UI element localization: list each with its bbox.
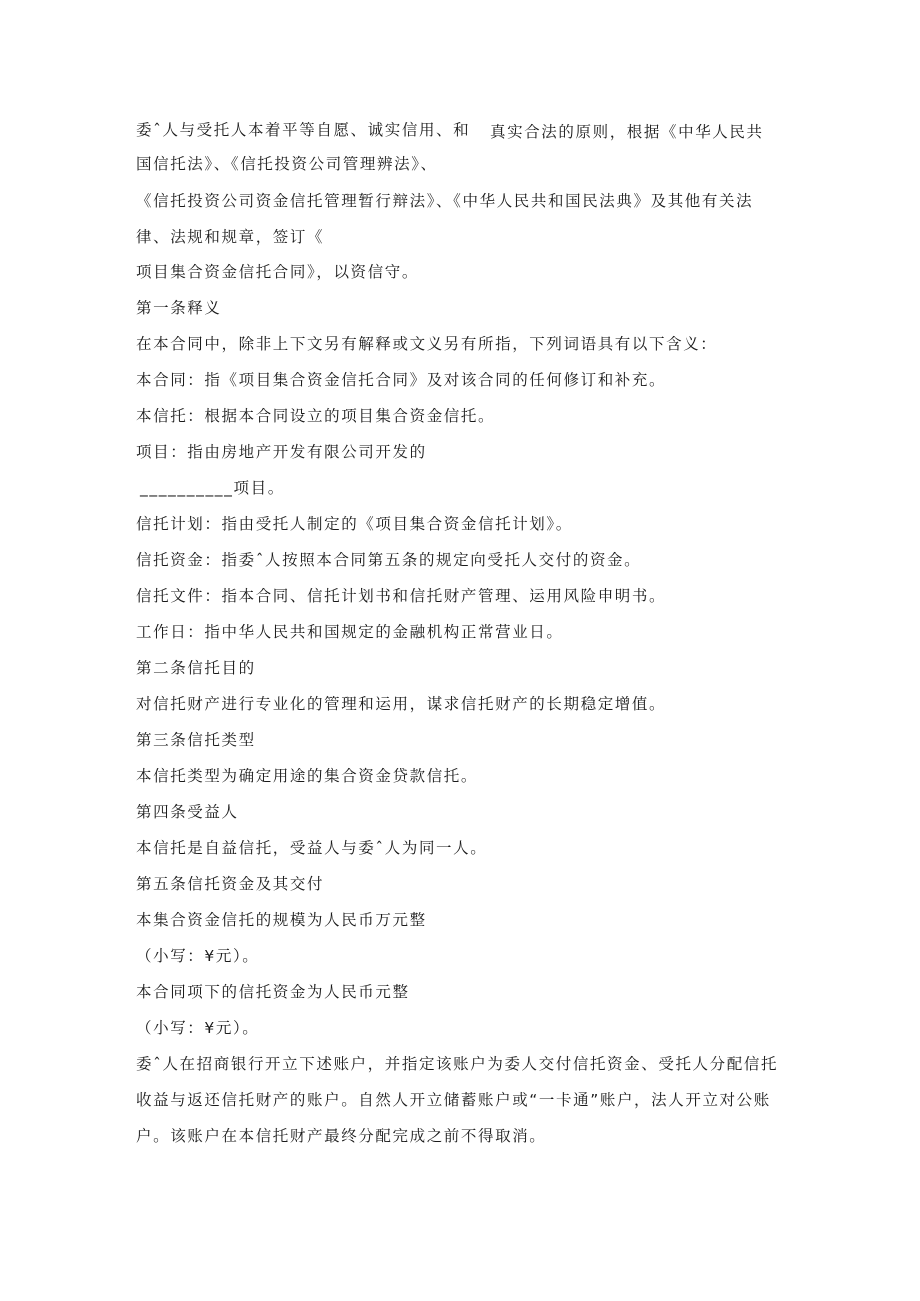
article-5-account-line-1: 委ˆ人在招商银行开立下述账户，并指定该账户为委人交付信托资金、受托人分配信托 (136, 1055, 779, 1073)
article-5-heading: 第五条信托资金及其交付 (136, 875, 325, 893)
article-5-account-line-2: 收益与返还信托财产的账户。自然人开立储蓄账户或“一卡通”账户，法人开立对公账 (136, 1091, 771, 1109)
intro-line-2: 国信托法》、《信托投资公司管理辨法》、 (136, 155, 438, 173)
article-3-heading: 第三条信托类型 (136, 731, 256, 749)
intro-line-1-right: 真实合法的原则，根据《中华人民共 (490, 123, 764, 141)
definition-documents: 信托文件：指本合同、信托计划书和信托财产管理、运用风险申明书。 (136, 587, 667, 605)
definition-workday: 工作日：指中华人民共和国规定的金融机构正常营业日。 (136, 623, 564, 641)
article-5-account-line-3: 户。该账户在本信托财产最终分配完成之前不得取消。 (136, 1127, 547, 1145)
definition-plan: 信托计划：指由受托人制定的《项目集合资金信托计划》。 (136, 515, 573, 533)
article-3-body: 本信托类型为确定用途的集合资金贷款信托。 (136, 767, 479, 785)
definition-contract: 本合同：指《项目集合资金信托合同》及对该合同的任何修订和补充。 (136, 371, 667, 389)
definition-funds: 信托资金：指委ˆ人按照本合同第五条的规定向受托人交付的资金。 (136, 551, 642, 569)
article-4-heading: 第四条受益人 (136, 803, 239, 821)
article-5-scale-small: （小写：¥元）。 (136, 947, 260, 965)
article-5-scale: 本集合资金信托的规模为人民币万元整 (136, 911, 427, 929)
intro-line-5: 项目集合资金信托合同》，以资信守。 (136, 263, 419, 281)
article-1-intro: 在本合同中，除非上下文另有解释或文义另有所指，下列词语具有以下含义： (136, 335, 718, 353)
article-2-heading: 第二条信托目的 (136, 659, 256, 677)
intro-line-3: 《信托投资公司资金信托管理暂行辩法》、《中华人民共和国民法典》及其他有关法 (136, 192, 754, 210)
article-1-heading: 第一条释义 (136, 299, 222, 317)
definition-trust: 本信托：根据本合同设立的项目集合资金信托。 (136, 407, 496, 425)
intro-line-4: 律、法规和规章，签订《 (136, 228, 325, 246)
definition-project: 项目：指由房地产开发有限公司开发的 (136, 443, 427, 461)
article-4-body: 本信托是自益信托，受益人与委ˆ人为同一人。 (136, 839, 488, 857)
article-5-amount: 本合同项下的信托资金为人民币元整 (136, 983, 410, 1001)
article-2-body: 对信托财产进行专业化的管理和运用，谋求信托财产的长期稳定增值。 (136, 695, 667, 713)
article-5-amount-small: （小写：¥元）。 (136, 1019, 260, 1037)
intro-line-1-left: 委ˆ人与受托人本着平等自愿、诚实信用、和 (136, 121, 471, 139)
definition-project-blank: __________项目。 (140, 479, 285, 497)
